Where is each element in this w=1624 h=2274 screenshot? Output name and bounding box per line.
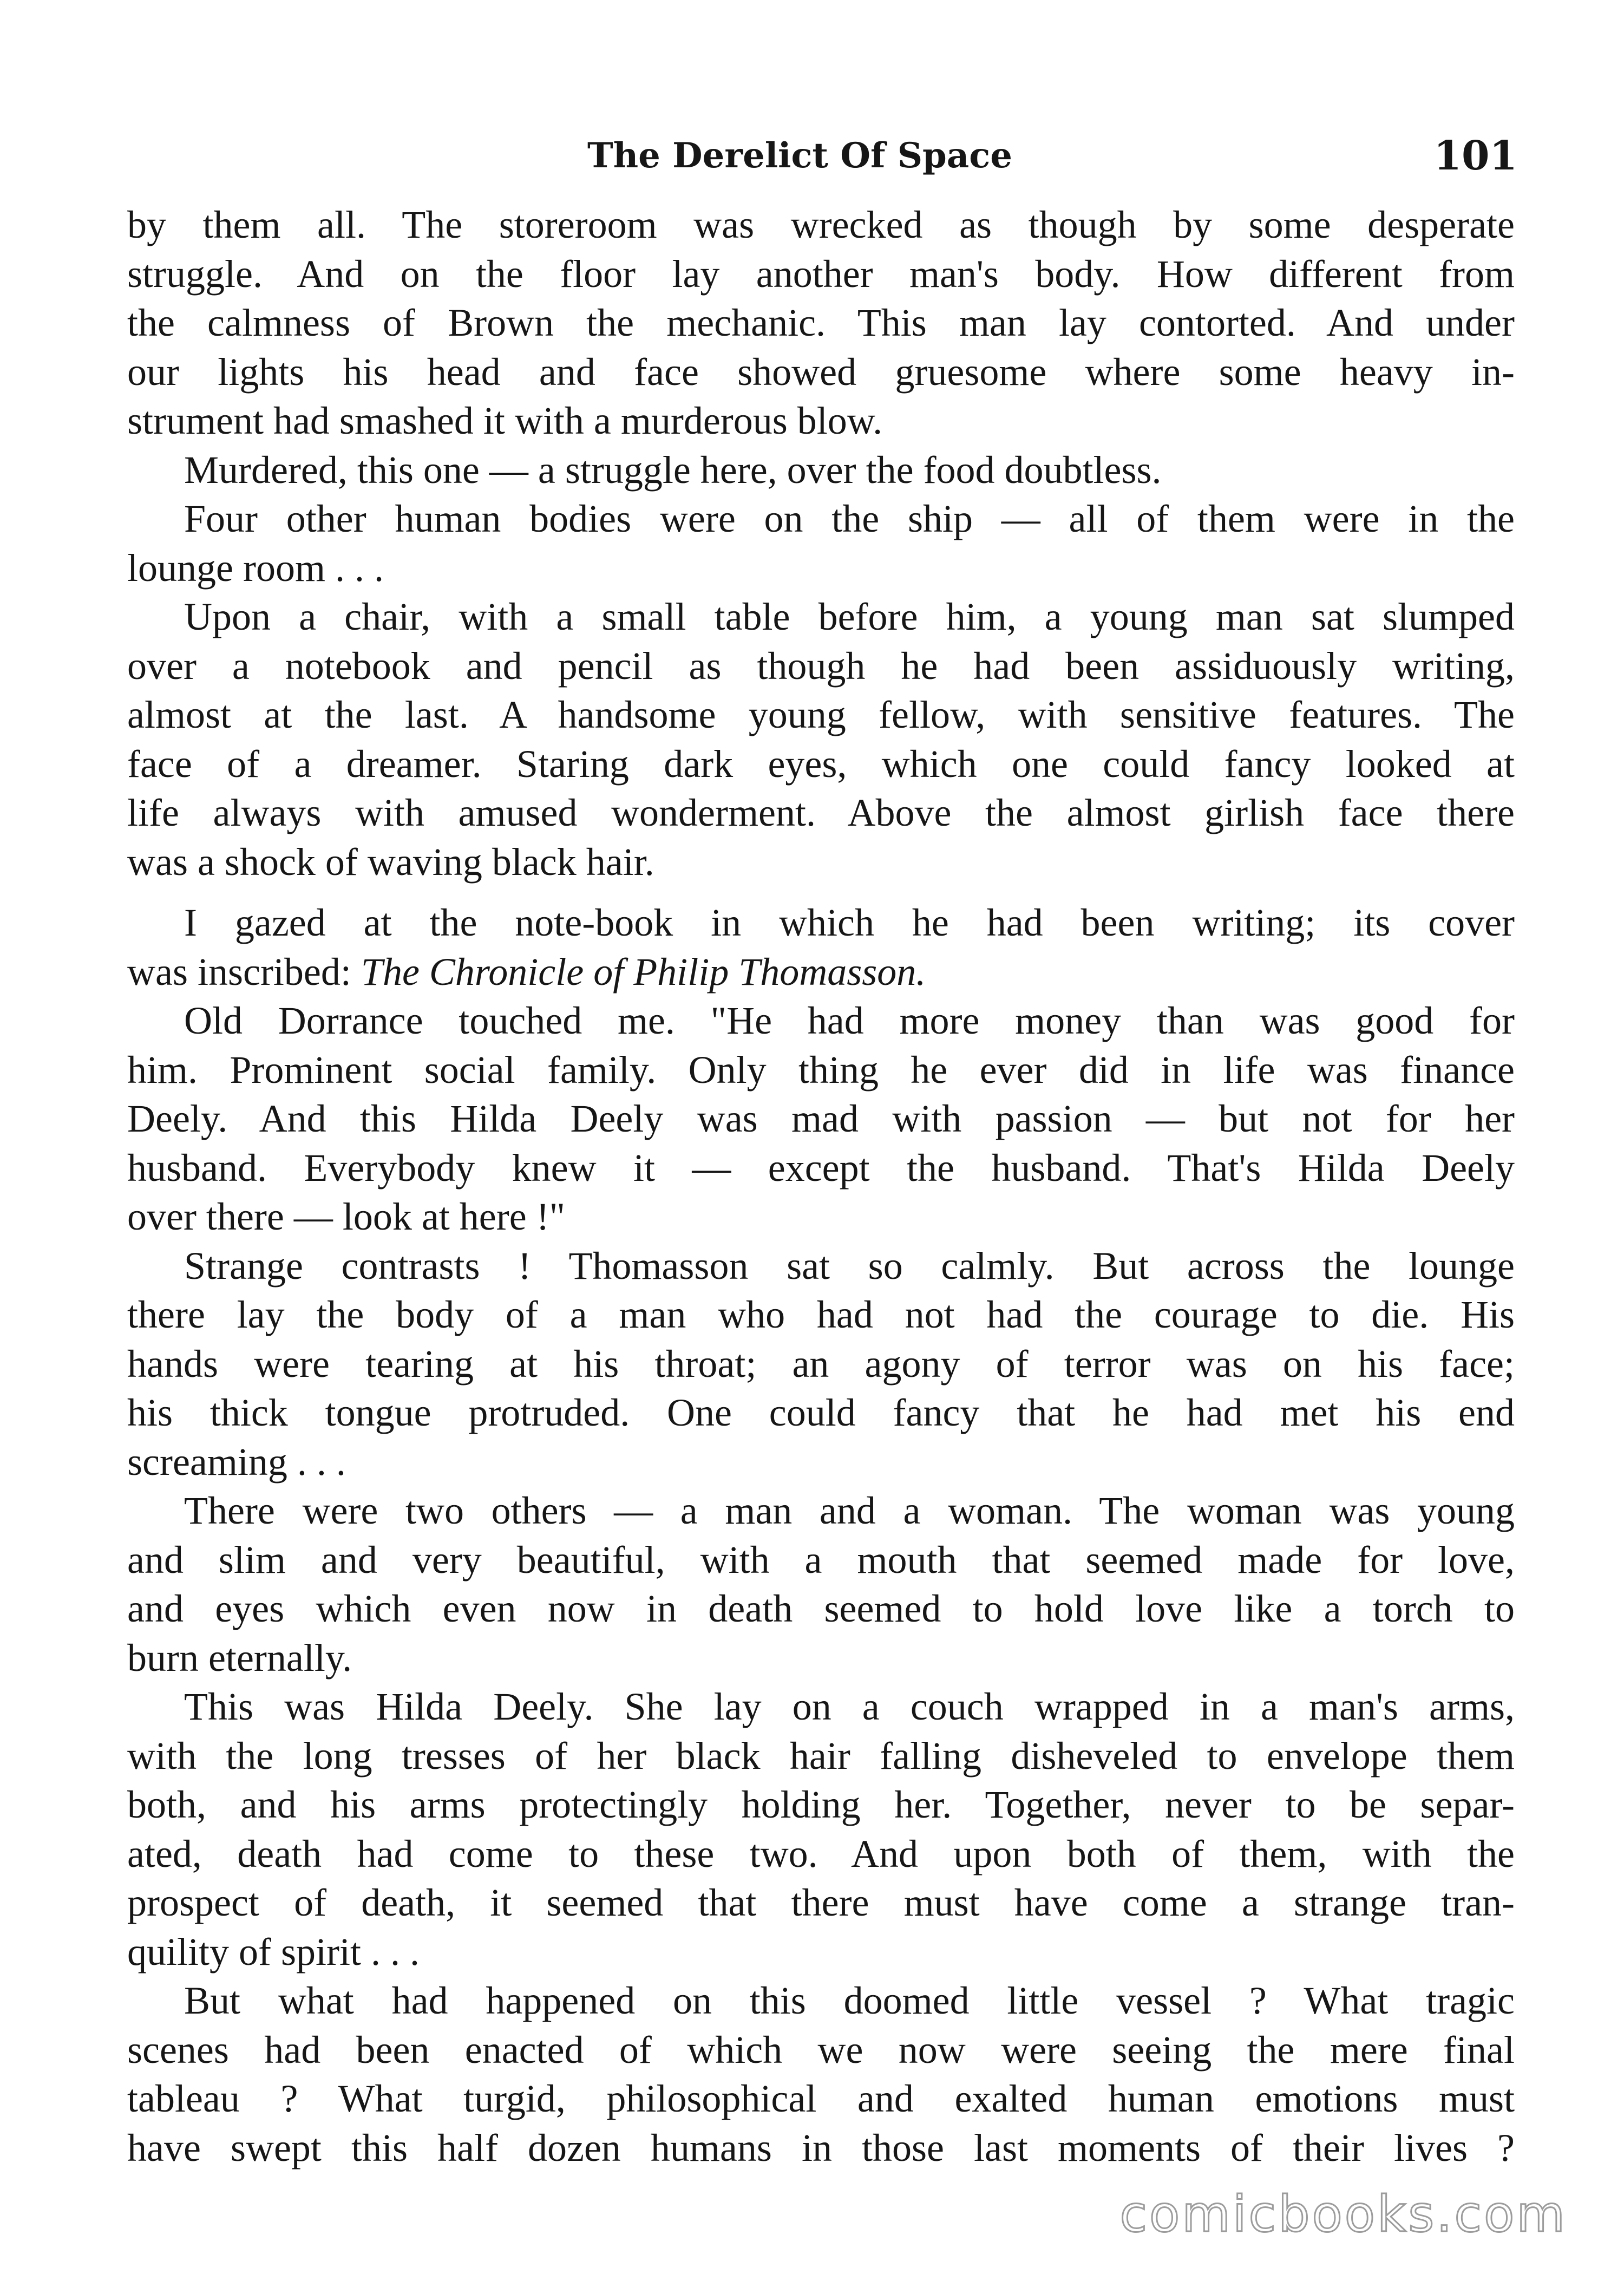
line-text: life always with amused wonderment. Above the almost girlish face there [127,791,1515,834]
book-title-italic: The Chronicle of Philip Thomasson. [361,950,926,994]
line-text: with the long tresses of her black hair falling disheveled to envelope them [127,1734,1515,1778]
text-line [127,1584,1515,1633]
text-line [127,1731,1515,1781]
line-text: our lights his head and face showed gruesome where some heavy in- [127,350,1515,394]
text-line [127,1829,1515,1879]
line-text: screaming . . . [127,1440,346,1484]
line-text: Upon a chair, with a small table before him, a young man sat slumped [184,595,1515,638]
line-text: the calmness of Brown the mechanic. This man lay contorted. And under [127,301,1515,344]
text-line [127,544,1515,593]
text-line [127,1339,1515,1389]
line-text: and eyes which even now in death seemed to hold love like a torch to [127,1587,1515,1630]
line-text: hands were tearing at his throat; an agony of terror was on his face; [127,1342,1515,1386]
watermark: comicbooks.com [1119,2185,1567,2243]
line-text: Strange contrasts ! Thomasson sat so calmly. But across the lounge [184,1244,1515,1288]
text-line [127,1976,1515,2025]
text-line [127,838,1515,887]
text-line [127,2123,1515,2173]
text-line [127,948,1515,997]
line-text: lounge room . . . [127,546,384,590]
line-text: was a shock of waving black hair. [127,840,654,884]
text-line [127,494,1515,544]
text-line [127,1633,1515,1683]
running-title: The Derelict Of Space [587,135,1012,176]
text-line [127,2074,1515,2123]
text-line [127,592,1515,642]
text-line [127,1682,1515,1731]
line-text: This was Hilda Deely. She lay on a couch wrapped in a man's arms, [184,1685,1515,1728]
text-line [127,1045,1515,1095]
line-text: face of a dreamer. Staring dark eyes, which one could fancy looked at [127,742,1515,786]
text-line [127,1535,1515,1585]
line-text: burn eternally. [127,1636,352,1680]
line-text: was inscribed: [127,950,361,994]
text-line [127,1878,1515,1927]
text-line [127,740,1515,789]
line-text: over there — look at here !" [127,1195,566,1238]
line-text: Old Dorrance touched me. "He had more money than was good for [184,999,1515,1042]
text-line [127,996,1515,1045]
text-line [127,1241,1515,1291]
line-text: ated, death had come to these two. And upon both of them, with the [127,1832,1515,1876]
line-text: his thick tongue protruded. One could fancy that he had met his end [127,1391,1515,1434]
line-text: prospect of death, it seemed that there must have come a strange tran- [127,1881,1515,1924]
text-line [127,1388,1515,1437]
page-number: 101 [1433,133,1517,179]
text-line [127,1486,1515,1535]
text-line [127,898,1515,948]
line-text: him. Prominent social family. Only thing he ever did in life was finance [127,1048,1515,1092]
text-line [127,446,1515,495]
line-text: Four other human bodies were on the ship — all of them were in the [184,497,1515,540]
text-line [127,1927,1515,1977]
line-text: strument had smashed it with a murderous blow. [127,399,883,442]
text-line [127,298,1515,348]
line-text: there lay the body of a man who had not had the courage to die. His [127,1293,1515,1336]
text-line [127,1143,1515,1193]
text-line [127,2025,1515,2075]
line-text: Deely. And this Hilda Deely was mad with passion — but not for her [127,1097,1515,1140]
text-line [127,690,1515,740]
text-line [127,642,1515,691]
line-text: by them all. The storeroom was wrecked as though by some desperate [127,203,1515,246]
line-text: and slim and very beautiful, with a mouth that seemed made for love, [127,1538,1515,1582]
line-text: husband. Everybody knew it — except the husband. That's Hilda Deely [127,1146,1515,1190]
watermark-area [1119,2187,1567,2242]
text-line [127,396,1515,446]
line-text: But what had happened on this doomed little vessel ? What tragic [184,1979,1515,2022]
line-text: have swept this half dozen humans in those last moments of their lives ? [127,2126,1515,2170]
line-text: both, and his arms protectingly holding her. Together, never to be separ- [127,1783,1515,1826]
line-text: tableau ? What turgid, philosophical and exalted human emotions must [127,2077,1515,2120]
text-line [127,1192,1515,1241]
line-text: over a notebook and pencil as though he had been assiduously writing, [127,644,1515,688]
line-text: scenes had been enacted of which we now were seeing the mere final [127,2028,1515,2072]
line-text: Murdered, this one — a struggle here, over the food doubtless. [184,448,1162,492]
line-text: quility of spirit . . . [127,1930,420,1974]
line-text: almost at the last. A handsome young fellow, with sensitive features. The [127,693,1515,736]
line-text: I gazed at the note-book in which he had been writing; its cover [184,901,1515,944]
text-line [127,1780,1515,1829]
text-line [127,348,1515,397]
text-line [127,788,1515,838]
body-text [127,200,1515,2172]
text-line [127,250,1515,299]
text-line [127,1437,1515,1487]
line-text: There were two others — a man and a woman. The woman was young [184,1489,1515,1532]
text-line [127,1094,1515,1143]
text-line [127,200,1515,250]
line-text: struggle. And on the floor lay another man's body. How different from [127,252,1515,296]
text-line [127,1290,1515,1339]
page-header [0,129,1624,183]
